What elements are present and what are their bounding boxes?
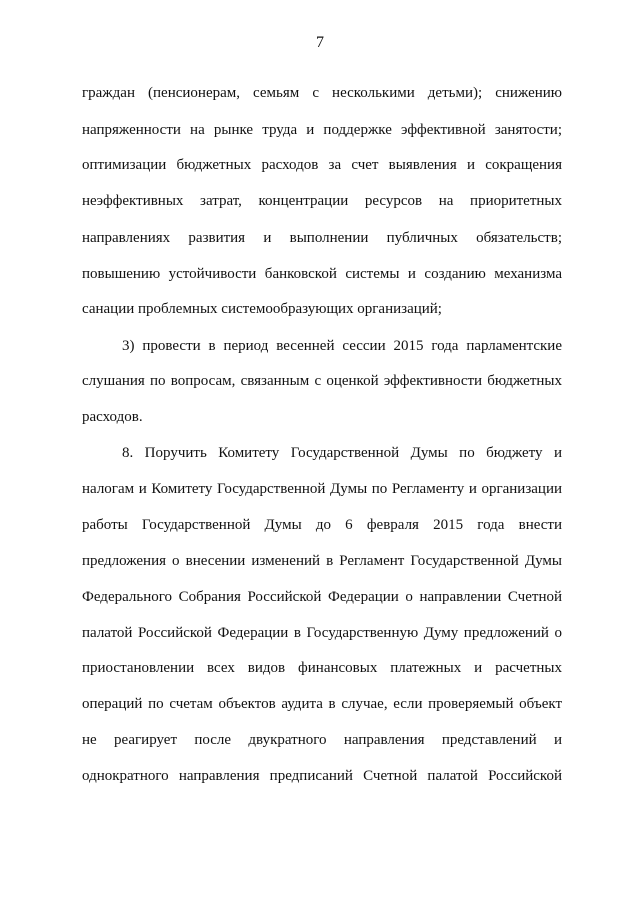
text-line: предложения о внесении изменений в Регламент Государственной Думы bbox=[82, 553, 562, 569]
text-line: расходов. bbox=[82, 409, 143, 425]
text-line: работы Государственной Думы до 6 февраля 2015 года внести bbox=[82, 517, 562, 533]
text-line: операций по счетам объектов аудита в случае, если проверяемый объект bbox=[82, 696, 562, 712]
text-line: направлениях развития и выполнении публичных обязательств; bbox=[82, 230, 562, 246]
text-line: напряженности на рынке труда и поддержке эффективной занятости; bbox=[82, 122, 562, 138]
text-line: приостановлении всех видов финансовых платежных и расчетных bbox=[82, 660, 562, 676]
text-line: палатой Российской Федерации в Государственную Думу предложений о bbox=[82, 625, 562, 641]
text-line: налогам и Комитету Государственной Думы по Регламенту и организации bbox=[82, 481, 562, 497]
text-line: санации проблемных системообразующих организаций; bbox=[82, 301, 442, 317]
text-line: граждан (пенсионерам, семьям с несколькими детьми); снижению bbox=[82, 85, 562, 101]
text-line: Федерального Собрания Российской Федерации о направлении Счетной bbox=[82, 589, 562, 605]
text-line: однократного направления предписаний Счетной палатой Российской bbox=[82, 768, 562, 784]
text-line: неэффективных затрат, концентрации ресурсов на приоритетных bbox=[82, 193, 562, 209]
text-line: 3) провести в период весенней сессии 2015 года парламентские bbox=[122, 338, 562, 354]
text-line: 8. Поручить Комитету Государственной Думы по бюджету и bbox=[122, 445, 562, 461]
text-line: оптимизации бюджетных расходов за счет выявления и сокращения bbox=[82, 157, 562, 173]
text-line: повышению устойчивости банковской системы и созданию механизма bbox=[82, 266, 562, 282]
text-line: слушания по вопросам, связанным с оценкой эффективности бюджетных bbox=[82, 373, 562, 389]
text-line: не реагирует после двукратного направления представлений и bbox=[82, 732, 562, 748]
page-number: 7 bbox=[316, 34, 324, 51]
